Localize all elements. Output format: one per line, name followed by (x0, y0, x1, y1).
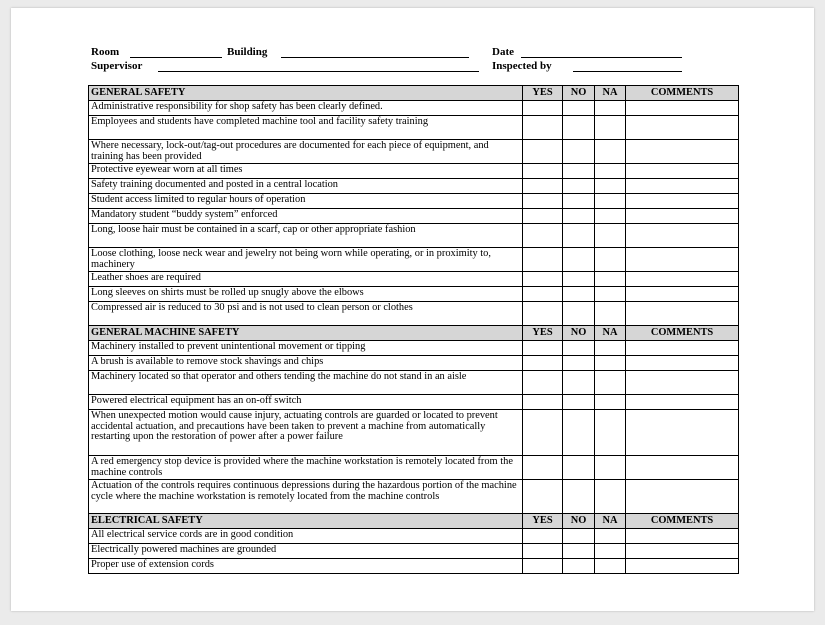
section-title: GENERAL MACHINE SAFETY (89, 326, 523, 341)
supervisor-field[interactable] (158, 71, 479, 72)
na-cell[interactable] (595, 559, 626, 574)
comments-cell[interactable] (626, 559, 739, 574)
date-label: Date (492, 46, 514, 58)
yes-cell[interactable] (523, 164, 563, 179)
yes-cell[interactable] (523, 302, 563, 326)
item-text: Machinery installed to prevent unintentional movement or tipping (89, 341, 523, 356)
section-title: ELECTRICAL SAFETY (89, 514, 523, 529)
comments-cell[interactable] (626, 224, 739, 248)
no-cell[interactable] (563, 544, 595, 559)
checklist-row (89, 209, 739, 224)
no-cell[interactable] (563, 410, 595, 456)
no-cell[interactable] (563, 164, 595, 179)
checklist-row (89, 529, 739, 544)
inspected-by-field[interactable] (573, 71, 682, 72)
na-cell[interactable] (595, 194, 626, 209)
comments-cell[interactable] (626, 410, 739, 456)
comments-header: COMMENTS (626, 326, 739, 341)
room-label: Room (91, 46, 120, 58)
checklist-row (89, 410, 739, 456)
comments-cell[interactable] (626, 140, 739, 164)
no-cell[interactable] (563, 287, 595, 302)
na-cell[interactable] (595, 248, 626, 272)
yes-cell[interactable] (523, 116, 563, 140)
checklist-row (89, 164, 739, 179)
checklist-row (89, 341, 739, 356)
checklist-row (89, 395, 739, 410)
yes-cell[interactable] (523, 140, 563, 164)
checklist-row (89, 194, 739, 209)
yes-cell[interactable] (523, 480, 563, 514)
yes-cell[interactable] (523, 194, 563, 209)
na-cell[interactable] (595, 116, 626, 140)
no-header: NO (563, 514, 595, 529)
yes-cell[interactable] (523, 224, 563, 248)
item-text: Proper use of extension cords (89, 559, 523, 574)
checklist-row (89, 456, 739, 480)
item-text: Protective eyewear worn at all times (89, 164, 523, 179)
yes-cell[interactable] (523, 287, 563, 302)
no-cell[interactable] (563, 248, 595, 272)
no-cell[interactable] (563, 116, 595, 140)
na-cell[interactable] (595, 529, 626, 544)
no-cell[interactable] (563, 140, 595, 164)
checklist-row (89, 544, 739, 559)
item-text: Actuation of the controls requires continuous depressions during the hazardous portion of the machine cycle where the machine workstation is remotely located from the machine controls (89, 480, 523, 514)
yes-header: YES (523, 86, 563, 101)
comments-cell[interactable] (626, 209, 739, 224)
item-text: Student access limited to regular hours of operation (89, 194, 523, 209)
checklist-row (89, 371, 739, 395)
checklist-row (89, 116, 739, 140)
na-cell[interactable] (595, 179, 626, 194)
na-cell[interactable] (595, 480, 626, 514)
building-field[interactable] (281, 57, 469, 58)
yes-cell[interactable] (523, 456, 563, 480)
comments-cell[interactable] (626, 395, 739, 410)
checklist-row (89, 302, 739, 326)
comments-cell[interactable] (626, 544, 739, 559)
item-text: Long sleeves on shirts must be rolled up snugly above the elbows (89, 287, 523, 302)
room-field[interactable] (130, 57, 222, 58)
comments-cell[interactable] (626, 272, 739, 287)
no-header: NO (563, 326, 595, 341)
no-cell[interactable] (563, 395, 595, 410)
supervisor-label: Supervisor (91, 60, 143, 72)
item-text: Electrically powered machines are grounded (89, 544, 523, 559)
yes-cell[interactable] (523, 356, 563, 371)
item-text: A red emergency stop device is provided where the machine workstation is remotely located from the machine controls (89, 456, 523, 480)
comments-cell[interactable] (626, 302, 739, 326)
yes-cell[interactable] (523, 559, 563, 574)
yes-cell[interactable] (523, 544, 563, 559)
no-cell[interactable] (563, 209, 595, 224)
na-cell[interactable] (595, 101, 626, 116)
item-text: Mandatory student “buddy system” enforced (89, 209, 523, 224)
comments-header: COMMENTS (626, 86, 739, 101)
na-cell[interactable] (595, 164, 626, 179)
checklist-row (89, 140, 739, 164)
checklist-row (89, 272, 739, 287)
no-cell[interactable] (563, 101, 595, 116)
no-cell[interactable] (563, 272, 595, 287)
item-text: Compressed air is reduced to 30 psi and is not used to clean person or clothes (89, 302, 523, 326)
item-text: All electrical service cords are in good condition (89, 529, 523, 544)
section-header-electrical-safety (89, 514, 739, 529)
na-cell[interactable] (595, 456, 626, 480)
item-text: A brush is available to remove stock shavings and chips (89, 356, 523, 371)
no-cell[interactable] (563, 224, 595, 248)
no-cell[interactable] (563, 456, 595, 480)
yes-cell[interactable] (523, 272, 563, 287)
comments-cell[interactable] (626, 164, 739, 179)
no-cell[interactable] (563, 480, 595, 514)
na-header: NA (595, 326, 626, 341)
no-cell[interactable] (563, 341, 595, 356)
comments-cell[interactable] (626, 179, 739, 194)
yes-cell[interactable] (523, 209, 563, 224)
comments-cell[interactable] (626, 116, 739, 140)
item-text: Powered electrical equipment has an on-off switch (89, 395, 523, 410)
na-cell[interactable] (595, 356, 626, 371)
yes-cell[interactable] (523, 395, 563, 410)
item-text: Loose clothing, loose neck wear and jewelry not being worn while operating, or in proximity to, machinery (89, 248, 523, 272)
item-text: When unexpected motion would cause injury, actuating controls are guarded or located to prevent accidental actuation, and precautions have been taken to prevent a machine from automatically restarting upon the restoration of power after a power failure (89, 410, 523, 456)
no-cell[interactable] (563, 559, 595, 574)
item-text: Where necessary, lock-out/tag-out procedures are documented for each piece of equipment, and training has been provided (89, 140, 523, 164)
comments-cell[interactable] (626, 287, 739, 302)
item-text: Safety training documented and posted in a central location (89, 179, 523, 194)
comments-cell[interactable] (626, 356, 739, 371)
na-cell[interactable] (595, 544, 626, 559)
comments-cell[interactable] (626, 529, 739, 544)
inspected-by-label: Inspected by (492, 60, 552, 72)
item-text: Long, loose hair must be contained in a scarf, cap or other appropriate fashion (89, 224, 523, 248)
no-cell[interactable] (563, 371, 595, 395)
item-text: Machinery located so that operator and others tending the machine do not stand in an aisle (89, 371, 523, 395)
comments-header: COMMENTS (626, 514, 739, 529)
na-cell[interactable] (595, 140, 626, 164)
na-cell[interactable] (595, 302, 626, 326)
no-cell[interactable] (563, 529, 595, 544)
checklist-row (89, 480, 739, 514)
na-cell[interactable] (595, 395, 626, 410)
no-cell[interactable] (563, 194, 595, 209)
yes-cell[interactable] (523, 179, 563, 194)
no-cell[interactable] (563, 302, 595, 326)
building-label: Building (227, 46, 268, 58)
checklist-row (89, 287, 739, 302)
comments-cell[interactable] (626, 194, 739, 209)
checklist-row (89, 179, 739, 194)
checklist-row (89, 224, 739, 248)
no-cell[interactable] (563, 179, 595, 194)
no-header: NO (563, 86, 595, 101)
checklist-row (89, 101, 739, 116)
yes-cell[interactable] (523, 341, 563, 356)
na-cell[interactable] (595, 224, 626, 248)
item-text: Administrative responsibility for shop safety has been clearly defined. (89, 101, 523, 116)
yes-cell[interactable] (523, 101, 563, 116)
comments-cell[interactable] (626, 341, 739, 356)
na-cell[interactable] (595, 209, 626, 224)
checklist-row (89, 248, 739, 272)
na-cell[interactable] (595, 287, 626, 302)
date-field[interactable] (521, 57, 682, 58)
na-cell[interactable] (595, 272, 626, 287)
comments-cell[interactable] (626, 101, 739, 116)
no-cell[interactable] (563, 356, 595, 371)
na-header: NA (595, 514, 626, 529)
checklist-row (89, 559, 739, 574)
yes-cell[interactable] (523, 248, 563, 272)
item-text: Employees and students have completed machine tool and facility safety training (89, 116, 523, 140)
na-cell[interactable] (595, 341, 626, 356)
yes-header: YES (523, 326, 563, 341)
comments-cell[interactable] (626, 248, 739, 272)
section-header-general-machine-safety (89, 326, 739, 341)
na-cell[interactable] (595, 371, 626, 395)
na-cell[interactable] (595, 410, 626, 456)
checklist-row (89, 356, 739, 371)
comments-cell[interactable] (626, 371, 739, 395)
yes-cell[interactable] (523, 371, 563, 395)
yes-cell[interactable] (523, 410, 563, 456)
section-header-general-safety (89, 86, 739, 101)
comments-cell[interactable] (626, 456, 739, 480)
comments-cell[interactable] (626, 480, 739, 514)
yes-cell[interactable] (523, 529, 563, 544)
item-text: Leather shoes are required (89, 272, 523, 287)
section-title: GENERAL SAFETY (89, 86, 523, 101)
na-header: NA (595, 86, 626, 101)
checklist-page (11, 8, 814, 611)
safety-checklist-table (88, 85, 739, 574)
yes-header: YES (523, 514, 563, 529)
